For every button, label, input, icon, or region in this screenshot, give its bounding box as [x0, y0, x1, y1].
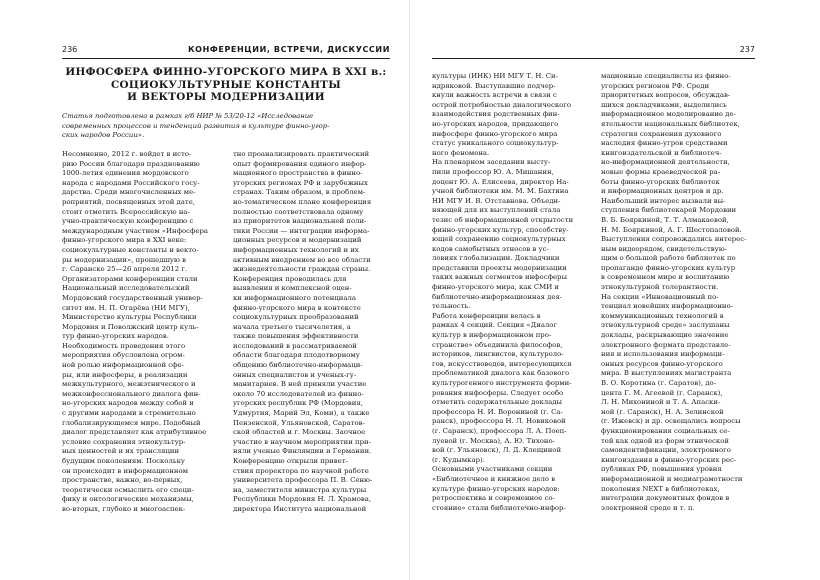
text-line: (г. Кудымкар).: [432, 455, 485, 464]
text-line: тей как одной из форм этнической: [601, 436, 729, 445]
text-line: Мордовия и Поволжский центр куль-: [62, 322, 199, 331]
text-line: 1000-летия единения мордовского: [62, 169, 189, 178]
text-line: ствия проректора по научной работе: [233, 466, 369, 475]
text-line: Конференция проводилась для: [233, 274, 347, 283]
text-line: он происходит в информационном: [62, 466, 188, 475]
text-line: но-угорских народов между собой и: [62, 399, 194, 408]
text-line: опыт формирования единого инфор-: [233, 159, 367, 168]
text-line: ской областей и г. Москвы. Заочное: [233, 428, 366, 437]
text-line: стратегия сохранения духовного: [601, 129, 722, 138]
text-line: финно-угорского мира в XXI веке:: [62, 236, 187, 245]
text-line: На пленарном заседании высту-: [432, 158, 551, 167]
text-line: г. Саранске 25—26 апреля 2012 г.: [62, 265, 188, 274]
text-line: рамках 4 секций. Секция «Диалог: [432, 321, 558, 330]
text-line: ступления библиотекарей Мордовии: [601, 206, 737, 215]
text-line: межкультурного, межэтнического и: [62, 380, 196, 389]
text-line: начала третьего тысячелетия, а: [233, 322, 351, 331]
text-line: книгоиздания в финно-угорских рес-: [601, 455, 737, 464]
text-line: острой потребностью диалогического: [432, 100, 572, 109]
text-line: тно проанализировать практический: [233, 150, 370, 158]
text-line: общению библиотечно-информаци-: [233, 361, 363, 370]
text-line: функционирования социальных се-: [601, 426, 730, 435]
text-line: тики России — интеграции информа-: [233, 226, 370, 235]
text-line: статус уникального социокультур-: [432, 139, 559, 148]
text-line: Работа конференции велась в: [432, 311, 541, 320]
text-line: Пензенской, Ульяновской, Саратов-: [233, 418, 365, 427]
text-line: рию России благодаря празднованию: [62, 159, 200, 168]
text-line: шихся докладчиками, выделились: [601, 100, 727, 109]
text-line: доцент Ю. А. Елисеева, директор На-: [432, 177, 569, 186]
text-line: интеграции документных фондов в: [601, 494, 730, 503]
text-line: вой (г. Ульяновск), Л. Д. Клещиной: [432, 446, 562, 455]
running-head-left: [62, 44, 390, 59]
text-line: финно-угорского мира в контексте: [233, 303, 361, 312]
text-line: угорских республик РФ (Мордовия,: [233, 399, 363, 408]
text-line: финно-угорских культур, способству-: [432, 225, 569, 234]
text-line: ния и использования информаци-: [601, 350, 725, 359]
text-line: этнокультурной среде» заслушаны: [601, 321, 730, 330]
text-line: фику и онтологические механизмы,: [62, 495, 194, 504]
text-line: библиотечно-информационная дея-: [432, 292, 563, 301]
text-line: во-вторых, глубоко и многоаспек-: [62, 504, 186, 513]
text-line: ного феномена.: [432, 148, 490, 157]
text-line: ющей сохранению социокультурных: [432, 235, 566, 244]
text-line: Наибольший интерес вызвали вы-: [601, 196, 726, 205]
text-line: жизнедеятельности граждан страны.: [233, 265, 371, 274]
text-line: мационного пространства в финно-: [233, 169, 363, 178]
text-line: няли ученые Финляндии и Германии.: [233, 447, 372, 456]
text-line: с другими народами в стремительно: [62, 409, 196, 418]
text-line: учно-практическую конференцию с: [62, 217, 194, 226]
title-line: И ВЕКТОРЫ МОДЕРНИЗАЦИИ: [127, 91, 325, 103]
text-line: условие сохранения этнокультур-: [62, 437, 186, 446]
text-line: культуре финно-угорских народов:: [432, 484, 560, 493]
text-line: книгоиздательской и библиотеч-: [601, 148, 722, 157]
text-line: выявления и комплексной оцен-: [233, 284, 352, 293]
text-line: роприятий, посвященных этой дате,: [62, 197, 195, 206]
text-line: Необходимость проведения этого: [62, 341, 186, 350]
text-column-left-1: [62, 150, 221, 515]
text-column-right-2: [601, 72, 756, 513]
text-line: ционных ресурсов и модернизаций: [233, 236, 362, 245]
text-line: ры, или инфосферы, в реализации: [62, 370, 188, 379]
text-line: ситет им. Н. П. Огарёва (НИ МГУ),: [62, 303, 190, 312]
text-line: странах. Таким образом, в проблем-: [233, 188, 366, 197]
text-line: межконфессионального диалога фин-: [62, 389, 201, 398]
article-title: [62, 66, 390, 104]
text-line: теоретически осмыслить его специ-: [62, 485, 194, 494]
text-line: «Библиотечное и книжное дело в: [432, 474, 556, 483]
text-line: информационных технологий и их: [233, 245, 359, 254]
title-line: ИНФОСФЕРА ФИННО-УГОРСКОГО МИРА В XXI в.:: [65, 66, 387, 78]
right-page: [410, 0, 820, 580]
text-line: луевой (г. Москва), А. Ю. Тихоно-: [432, 436, 555, 445]
text-line: ндряковой. Выступавшие подчер-: [432, 81, 556, 90]
text-line: кодов самобытных этносов в ус-: [432, 244, 549, 253]
text-line: культуры (ИНК) НИ МГУ Т. Н. Си-: [432, 72, 558, 80]
text-line: гов, искусствоведов, интересующихся: [432, 359, 572, 368]
text-line: (г. Ижевск) и др. освещались вопросы: [601, 417, 741, 426]
text-line: ки информационного потенциала: [233, 293, 356, 302]
text-line: культурогенного инструмента форми-: [432, 379, 572, 387]
text-line: из приоритетов национальной поли-: [233, 217, 367, 226]
page-number-right: 237: [739, 45, 755, 54]
text-line: пропаганде финно-угорских культур: [601, 263, 736, 272]
text-line: Л. Н. Михониной и Т. А. Апаски-: [601, 398, 721, 407]
text-line: диалог представляет как атрибутивное: [62, 428, 207, 437]
text-line: социокультурные константы и векто-: [62, 245, 199, 254]
title-line: СОЦИОКУЛЬТУРНЫЕ КОНСТАНТЫ: [110, 78, 341, 91]
text-line: онных специалистов и ученых-гу-: [233, 370, 357, 379]
text-line: информационное моделирование де-: [601, 110, 736, 119]
text-line: приоритетных вопросов, обсуждав-: [601, 91, 731, 100]
text-line: представили проекты модернизации: [432, 263, 567, 272]
text-line: угорских регионов РФ. Среди: [601, 81, 710, 90]
text-line: электронной среде и т. п.: [601, 503, 695, 512]
text-line: исследований в рассматриваемой: [233, 341, 357, 350]
text-line: (г. Саранск), профессора Л. А. Поеп-: [432, 426, 567, 435]
text-line: Н. М. Бояркиной, А. Г. Шестопаловой.: [601, 225, 742, 234]
text-line: Мордовский государственный универ-: [62, 293, 203, 302]
text-line: Удмуртия, Марий Эл, Коми), а также: [233, 409, 370, 418]
text-line: историков, лингвистов, культуроло-: [432, 350, 564, 359]
text-line: электронного формата представле-: [601, 340, 731, 349]
text-line: социокультурных преобразований: [233, 313, 359, 322]
text-line: щим о большой работе библиотек по: [601, 254, 736, 263]
text-line: профессора Н. И. Ворониной (г. Са-: [432, 407, 563, 416]
text-line: культур в информационном про-: [432, 331, 552, 340]
text-line: тур финно-угорских народов.: [62, 332, 169, 341]
text-line: будущим поколениям. Поскольку: [62, 457, 185, 465]
text-line: новые формы краеведческой ра-: [601, 167, 721, 176]
text-line: на, заместителя министра культуры: [233, 485, 367, 494]
text-line: инфосфере финно-угорского мира: [432, 129, 558, 138]
text-line: няющей для их выступлений стала: [432, 206, 561, 215]
text-line: манитариев. В ней приняли участие: [233, 380, 367, 389]
text-line: В. О. Коротина (г. Саратов), до-: [601, 379, 717, 387]
text-line: самоидентификации, электронного: [601, 446, 731, 455]
text-line: поколения NEXT в библиотеках,: [601, 484, 720, 493]
text-line: Национальный исследовательский: [62, 284, 190, 293]
text-line: странстве» объединила философов,: [432, 340, 563, 349]
text-line: рования инфосферы. Следует особо: [432, 388, 564, 397]
text-line: Конференцию открыли привет-: [233, 457, 348, 465]
text-line: ных ценностей и их трансляции: [62, 447, 180, 456]
article-note: [62, 112, 390, 141]
text-line: таких важных сегментов инфосферы: [432, 273, 567, 282]
text-column-left-2: [233, 150, 391, 515]
page-number-left: 236: [62, 45, 78, 54]
text-line: в современном мире и воспитанию: [601, 273, 730, 282]
text-line: университета профессора П. В. Сеню-: [233, 476, 373, 485]
text-line: кнули важность встречи в связи с: [432, 91, 557, 100]
text-line: активным внедрением во все области: [233, 255, 371, 264]
text-line: участие в научном мероприятии при-: [233, 437, 371, 446]
text-line: ной ролью информационной сфе-: [62, 361, 184, 370]
text-line: тельность.: [432, 302, 471, 311]
text-line: доклады, раскрывающие значение: [601, 331, 729, 340]
text-line: На секции «Инновационный по-: [601, 292, 719, 301]
text-line: финно-угорского мира, как СМИ и: [432, 283, 560, 292]
text-line: боты финно-угорских библиотек: [601, 177, 720, 186]
text-column-right-1: [432, 72, 590, 513]
text-line: учной библиотеки им. М. М. Бахтина: [432, 187, 569, 196]
text-line: угорских регионах РФ и зарубежных: [233, 178, 368, 187]
text-line: коммуникационных технологий в: [601, 311, 724, 320]
text-line: онных ресурсов финно-угорского: [601, 359, 723, 368]
text-line: ретроспектива и современное со-: [432, 494, 555, 503]
text-line: отметить содержательные доклады: [432, 398, 563, 407]
text-line: мационные специалисты из финно-: [601, 72, 731, 80]
text-line: цента Г. М. Агеевой (г. Саранск),: [601, 388, 723, 397]
text-line: Республики Мордовия Н. Л. Храмова,: [233, 495, 372, 504]
text-line: народа с народами Российского госу-: [62, 178, 200, 187]
text-line: стоит отметить Всероссийскую на-: [62, 207, 190, 216]
text-line: около 70 исследователей из финно-: [233, 389, 364, 398]
text-line: мероприятия обусловлена огром-: [62, 351, 185, 360]
text-line: также повышения эффективности: [233, 332, 359, 341]
running-head-right: [432, 44, 755, 59]
text-line: и информационных центров и др.: [601, 187, 724, 196]
text-line: ной (г. Саранск), Н. А. Зелинской: [601, 407, 724, 416]
text-line: Несомненно, 2012 г. войдет в исто-: [62, 150, 192, 158]
section-title: КОНФЕРЕНЦИИ, ВСТРЕЧИ, ДИСКУССИИ: [188, 45, 390, 54]
text-line: стояние» стали библиотечно-инфор-: [432, 503, 566, 512]
text-line: Министерство культуры Республики: [62, 313, 197, 322]
text-line: международным участием «Инфосфера: [62, 226, 209, 235]
text-line: но-угорских народов, придающего: [432, 119, 559, 128]
text-line: наследия финно-угров средствами: [601, 139, 728, 148]
text-line: ранск), профессора Н. Л. Новиковой: [432, 417, 566, 426]
text-line: Основными участниками секции: [432, 465, 553, 474]
text-line: но-тематическом плане конференция: [233, 197, 372, 206]
text-line: глобализирующемся мире. Подобный: [62, 418, 201, 427]
text-line: Выступления сопровождались интерес-: [601, 235, 747, 244]
text-line: но-информационной деятельности,: [601, 158, 730, 167]
text-line: дарства. Среди многочисленных ме-: [62, 188, 196, 197]
text-line: области благодаря плодотворному: [233, 351, 360, 360]
text-line: тезис об информационной открытости: [432, 215, 574, 224]
note-line: ских народов России».: [62, 131, 145, 140]
text-line: проблематикой диалога как базового: [432, 369, 570, 378]
text-line: ры модернизации», прошедшую в: [62, 255, 186, 264]
text-line: тенциал новейших информационно-: [601, 302, 733, 311]
text-line: этнокультурной толерантности.: [601, 283, 719, 292]
note-line: современных процессов и тенденций развития в культуре финно-угор-: [62, 121, 330, 130]
text-line: мира. В выступлениях магистранта: [601, 369, 732, 378]
text-line: НИ МГУ И. В. Отставнова. Объеди-: [432, 196, 561, 205]
text-line: ятельности национальных библиотек,: [601, 119, 740, 128]
text-line: В. Б. Бояркиной, Т. Т. Алмакаевой,: [601, 215, 729, 224]
text-line: информационной и медиаграмотности: [601, 474, 743, 483]
text-line: ным видеорядом, свидетельствую-: [601, 244, 728, 253]
text-line: пили профессор Ю. А. Мишанин,: [432, 167, 554, 176]
text-line: публиках РФ, повышения уровня: [601, 465, 722, 474]
text-line: пространстве, важно, во-первых,: [62, 476, 183, 485]
text-line: Организаторами конференции стали: [62, 274, 198, 283]
text-line: полностью соответствовала одному: [233, 207, 364, 216]
text-line: взаимодействия родственных фин-: [432, 110, 560, 119]
text-line: ловиях глобализации. Докладчики: [432, 254, 560, 263]
text-line: директора Института национальной: [233, 504, 367, 513]
note-line: Статья подготовлена в рамках г/б НИР № 53/20-12 «Исследование: [62, 112, 314, 120]
